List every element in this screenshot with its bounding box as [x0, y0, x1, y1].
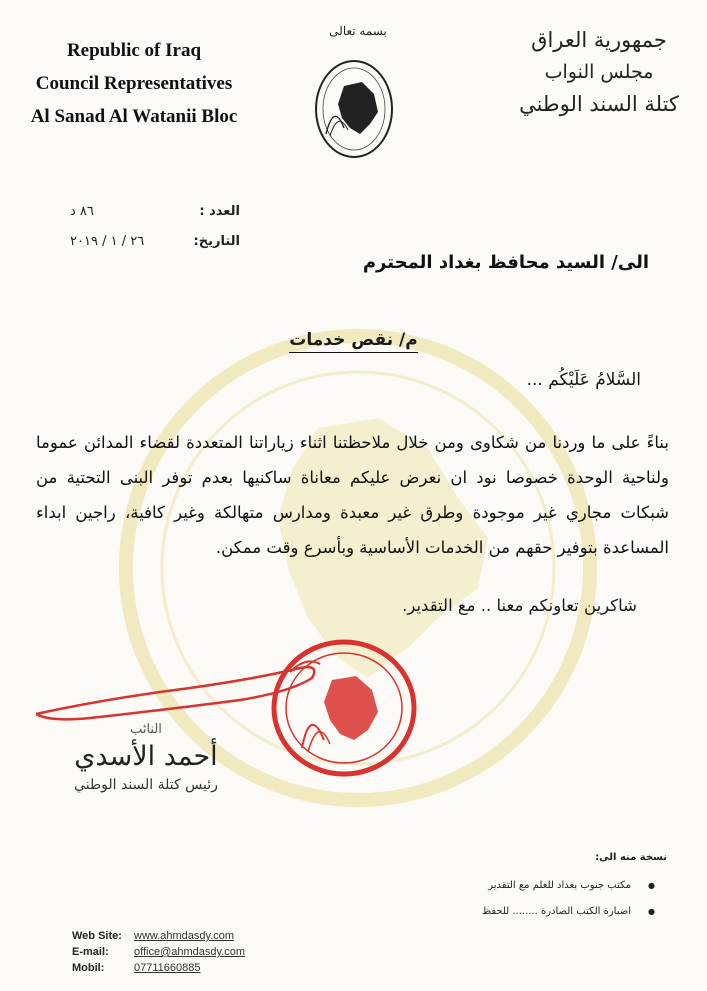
email-row — [72, 944, 245, 960]
date-label: التاريخ: — [193, 233, 240, 249]
website-row — [72, 928, 245, 944]
closing-line: شاكرين تعاونكم معنا .. مع التقدير. — [402, 596, 637, 615]
signature-block — [66, 722, 226, 793]
mobile-number: 07711660885 — [134, 962, 201, 974]
signatory-role: رئيس كتلة السند الوطني — [74, 777, 218, 793]
letter-number-row — [70, 196, 240, 226]
website-link[interactable]: www.ahmdasdy.com — [134, 930, 235, 942]
subject-text: م/ نقص خدمات — [289, 330, 417, 353]
mobile-label: Mobil: — [72, 962, 105, 974]
subject-line — [0, 330, 707, 350]
greeting: السَّلامُ عَلَيْكُم ... — [526, 370, 641, 390]
website-label: Web Site: — [72, 930, 122, 942]
english-letterhead — [14, 34, 254, 133]
copy-item: ● مكتب جنوب بغداد للعلم مع التقدير — [347, 873, 631, 899]
date-value: ٢٦ / ١ / ٢٠١٩ — [70, 233, 145, 249]
bloc-emblem-logo — [304, 24, 404, 164]
letterhead-line-3: Al Sanad Al Watanii Bloc — [30, 106, 238, 127]
email-link[interactable]: office@ahmdasdy.com — [134, 946, 246, 958]
basmala: بسمه تعالى — [329, 24, 387, 38]
letter-date-row — [70, 226, 240, 256]
copy-item: ● اضبارة الكتب الصادرة ........ للحفظ — [347, 899, 631, 925]
signatory-title: النائب — [130, 722, 162, 737]
letterhead-line-1: Republic of Iraq — [66, 40, 202, 61]
contact-footer — [72, 928, 245, 976]
number-value: ٨٦ د — [70, 203, 94, 219]
copies-header: نسخة منه الى: — [595, 852, 667, 863]
copies-section — [347, 852, 667, 925]
number-label: العدد : — [199, 203, 240, 219]
arabic-letterhead-line-3: كتلة السند الوطني — [519, 92, 679, 116]
addressee: الى/ السيد محافظ بغداد المحترم — [362, 252, 649, 273]
letter-body: بناءً على ما وردنا من شكاوى ومن خلال ملاحظتنا اثناء زياراتنا المتعددة لقضاء المدائن عموما ولناحية الوحدة خصوصا نود ان نعرض عليكم معاناة ساكنيها بعدم توفر البنى التحتية من شبكات مجاري غير موجودة وطرق غير معبدة ومدارس متهالكة وغير كافية، راجين ابداء المساعدة بتوفير حقهم من الخدمات الأساسية وبأسرع وقت ممكن. — [36, 433, 669, 557]
arabic-letterhead — [509, 24, 689, 120]
copies-list — [347, 873, 667, 925]
arabic-letterhead-line-1: جمهورية العراق — [531, 28, 667, 52]
signatory-name: أحمد الأسدي — [74, 741, 218, 772]
letterhead-line-2: Council Representatives — [35, 73, 233, 94]
letter-meta — [70, 196, 240, 256]
email-label: E-mail: — [72, 946, 109, 958]
arabic-letterhead-line-2: مجلس النواب — [544, 61, 654, 83]
handwritten-signature — [30, 648, 330, 728]
mobile-row — [72, 960, 245, 976]
